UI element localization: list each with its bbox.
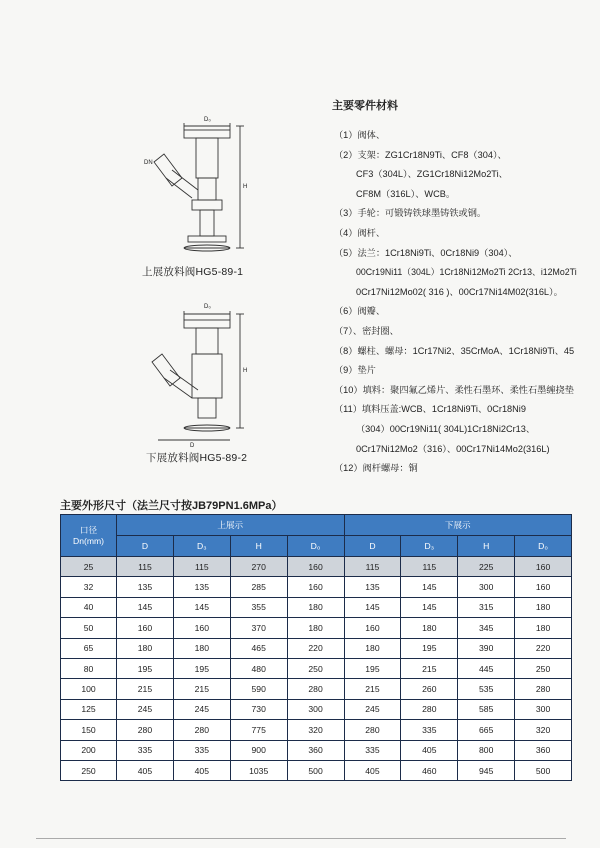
table-cell: 480 [230,658,287,678]
dn-cell: 40 [61,597,117,617]
table-cell: 145 [173,597,230,617]
table-cell: 280 [287,679,344,699]
dn-header-unit: Dn(mm) [72,535,105,546]
materials-line: （2）支架：ZG1Cr18N9Ti、CF8（304）、 [334,149,507,160]
col-header: D₃ [401,536,458,557]
table-row [61,557,572,577]
table-cell: 405 [344,760,401,780]
group-lower-header: 下展示 [344,515,572,536]
table-cell: 1035 [230,760,287,780]
table-cell: 180 [515,597,572,617]
table-cell: 280 [344,720,401,740]
col-header: H [230,536,287,557]
materials-line: 00Cr19Ni11（304L）1Cr18Ni12Mo2Ti 2Cr13、i12Mo2Ti [356,267,577,278]
materials-line: （7）、密封圈、 [334,325,399,336]
table-cell: 225 [458,557,515,577]
table-cell: 145 [401,597,458,617]
table-title: 主要外形尺寸（法兰尺寸按JB79PN1.6MPa） [60,500,283,512]
table-cell: 900 [230,740,287,760]
table-cell: 115 [173,557,230,577]
materials-line: （12）阀杆螺母：铜 [334,463,418,474]
table-cell: 115 [401,557,458,577]
dn-header-label: 口径 [79,524,98,535]
table-cell: 160 [515,557,572,577]
materials-line: （6）阀瓣、 [334,306,386,317]
materials-line: （5）法兰：1Cr18Ni9Ti、0Cr18Ni9（304）、 [334,247,518,258]
table-cell: 335 [344,740,401,760]
materials-line: （8）螺柱、螺母：1Cr17Ni2、35CrMoA、1Cr18Ni9Ti、45 [334,345,575,356]
table-cell: 445 [458,658,515,678]
col-header: D₃ [173,536,230,557]
table-cell: 730 [230,699,287,719]
table-cell: 215 [401,658,458,678]
table-cell: 245 [344,699,401,719]
table-cell: 335 [173,740,230,760]
materials-line: （1）阀体、 [334,130,386,140]
table-cell: 180 [344,638,401,658]
table-cell: 335 [401,720,458,740]
lower-d0-label: D₀ [204,304,211,310]
table-cell: 405 [401,740,458,760]
table-cell: 465 [230,638,287,658]
table-cell: 245 [117,699,174,719]
dn-cell: 25 [61,557,117,577]
table-row [61,577,572,597]
table-cell: 160 [287,577,344,597]
table-cell: 335 [117,740,174,760]
table-cell: 115 [117,557,174,577]
table-cell: 195 [173,658,230,678]
table-row [61,658,572,678]
table-cell: 320 [515,720,572,740]
table-row [61,597,572,617]
table-cell: 215 [173,679,230,699]
table-cell: 665 [458,720,515,740]
dn-cell: 200 [61,740,117,760]
materials-list [334,126,596,479]
table-cell: 405 [117,760,174,780]
table-cell: 300 [458,577,515,597]
table-row [61,699,572,719]
table-row [61,618,572,638]
col-header: H [458,536,515,557]
table-cell: 180 [287,618,344,638]
table-cell: 160 [287,557,344,577]
dn-cell: 32 [61,577,117,597]
materials-line: （10）填料：聚四氟乙烯片、柔性石墨环、柔性石墨缠挠垫 [334,384,574,395]
table-cell: 300 [515,699,572,719]
dn-cell: 125 [61,699,117,719]
table-cell: 160 [173,618,230,638]
table-cell: 135 [117,577,174,597]
materials-line: （9）垫片 [334,365,376,376]
table-cell: 280 [173,720,230,740]
group-upper-header: 上展示 [117,515,345,536]
table-cell: 115 [344,557,401,577]
table-cell: 215 [117,679,174,699]
table-cell: 195 [117,658,174,678]
table-cell: 245 [173,699,230,719]
table-cell: 180 [173,638,230,658]
table-cell: 260 [401,679,458,699]
table-cell: 320 [287,720,344,740]
page-bottom-rule [36,838,566,839]
lower-valve-caption: 下展放料阀HG5-89-2 [146,452,248,464]
table-cell: 355 [230,597,287,617]
dn-cell: 80 [61,658,117,678]
table-cell: 280 [117,720,174,740]
table-cell: 180 [515,618,572,638]
table-cell: 145 [117,597,174,617]
table-cell: 535 [458,679,515,699]
table-cell: 345 [458,618,515,638]
table-cell: 135 [344,577,401,597]
table-cell: 500 [287,760,344,780]
col-header: D [344,536,401,557]
table-cell: 405 [173,760,230,780]
materials-line: （304）00Cr19Ni11( 304L)1Cr18Ni2Cr13、 [356,423,536,434]
table-cell: 195 [344,658,401,678]
lower-valve-drawing [140,298,260,448]
table-cell: 315 [458,597,515,617]
table-cell: 220 [515,638,572,658]
table-cell: 145 [344,597,401,617]
table-cell: 280 [515,679,572,699]
table-cell: 160 [344,618,401,638]
table-cell: 775 [230,720,287,740]
materials-line: （3）手轮：可锻铸铁球墨铸铁或钢。 [334,208,487,219]
table-cell: 280 [401,699,458,719]
table-cell: 145 [401,577,458,597]
table-row [61,740,572,760]
table-cell: 360 [287,740,344,760]
upper-d0-label: D₀ [204,117,211,123]
table-cell: 180 [117,638,174,658]
table-cell: 250 [287,658,344,678]
table-cell: 135 [173,577,230,597]
dn-header [61,515,117,557]
table-row [61,638,572,658]
table-cell: 945 [458,760,515,780]
table-row [61,679,572,699]
lower-valve-svg [140,298,260,448]
table-header-row [61,515,572,536]
upper-valve-drawing [140,112,260,262]
lower-h-label: H [243,368,248,374]
upper-valve-caption: 上展放料阀HG5-89-1 [142,266,244,278]
table-row [61,760,572,780]
table-cell: 215 [344,679,401,699]
upper-valve-svg [140,112,260,262]
dn-cell: 65 [61,638,117,658]
table-subheader-row [61,536,572,557]
table-cell: 285 [230,577,287,597]
materials-line: CF8M（316L）、WCB。 [356,188,456,199]
table-cell: 220 [287,638,344,658]
table-cell: 800 [458,740,515,760]
table-body [61,557,572,781]
table-cell: 250 [515,658,572,678]
col-header: D₀ [287,536,344,557]
upper-h-label: H [243,184,248,190]
materials-title: 主要零件材料 [332,100,398,112]
col-header: D [117,536,174,557]
table-cell: 590 [230,679,287,699]
table-cell: 585 [458,699,515,719]
table-cell: 270 [230,557,287,577]
upper-dn-label: DN [144,160,153,166]
dn-cell: 100 [61,679,117,699]
materials-line: 0Cr17Ni12Mo2（316）、00Cr17Ni14Mo2(316L) [356,443,550,454]
table-cell: 300 [287,699,344,719]
table-cell: 160 [117,618,174,638]
table-cell: 460 [401,760,458,780]
dn-cell: 50 [61,618,117,638]
materials-line: （4）阀杆、 [334,227,386,238]
table-cell: 370 [230,618,287,638]
materials-line: （11）填料压盖:WCB、1Cr18Ni9Ti、0Cr18Ni9 [334,404,526,415]
dimensions-table [60,514,572,781]
dn-cell: 150 [61,720,117,740]
table-cell: 160 [515,577,572,597]
table-cell: 360 [515,740,572,760]
table-cell: 500 [515,760,572,780]
table-cell: 390 [458,638,515,658]
materials-line: CF3（304L）、ZG1Cr18Ni12Mo2Ti、 [356,169,508,180]
table-cell: 195 [401,638,458,658]
table-cell: 180 [401,618,458,638]
materials-line: 0Cr17Ni12Mo02( 316 )、00Cr17Ni14M02(316L）。 [356,286,563,297]
table-cell: 180 [287,597,344,617]
col-header: D₀ [515,536,572,557]
lower-d-label: D [190,443,195,448]
table-row [61,720,572,740]
dn-cell: 250 [61,760,117,780]
